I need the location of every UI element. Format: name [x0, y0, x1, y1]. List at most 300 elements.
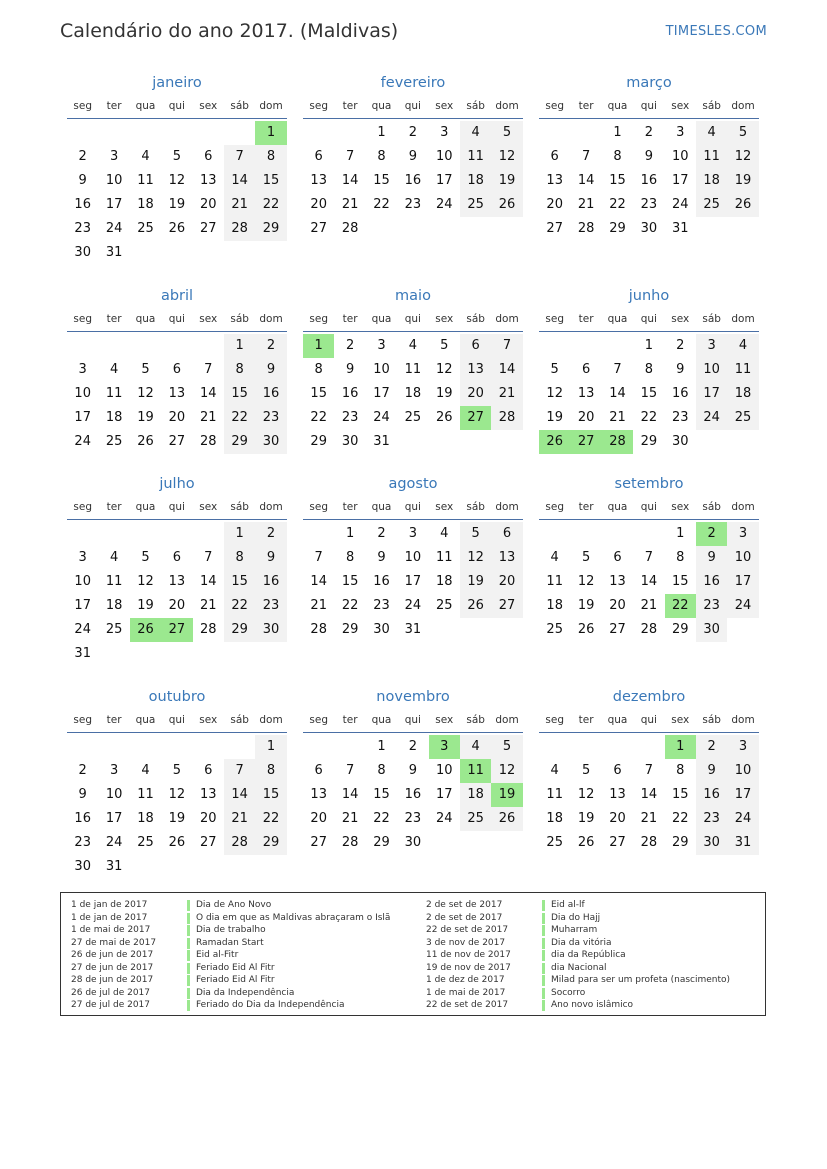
day-cell: 9: [676, 362, 685, 377]
day-cell: 4: [141, 149, 150, 164]
week-row: [539, 334, 759, 358]
legend-date: 1 de mai de 2017: [71, 925, 151, 935]
day-cell: 21: [577, 197, 595, 212]
legend-name: Feriado do Dia da Independência: [196, 1000, 345, 1010]
day-cell: 2: [78, 763, 87, 778]
legend-item: [71, 974, 390, 987]
day-cell: 27: [310, 835, 327, 850]
empty-cell: [67, 334, 98, 358]
month-name: setembro: [614, 476, 684, 492]
day-cell: 13: [609, 787, 626, 802]
day-cell: 24: [74, 434, 91, 449]
legend-name: dia da República: [551, 950, 626, 960]
month-name: novembro: [376, 689, 450, 705]
weekday-label: ter: [106, 100, 122, 112]
empty-cell: [727, 430, 758, 454]
weekday-label: sáb: [466, 100, 485, 112]
empty-cell: [255, 642, 286, 666]
week-row: [539, 807, 759, 831]
day-cell: 8: [314, 362, 323, 377]
empty-cell: [130, 735, 161, 759]
day-cell: 29: [609, 221, 626, 236]
day-cell: 24: [696, 406, 727, 430]
empty-cell: [161, 735, 192, 759]
day-cell: 13: [199, 787, 217, 802]
holiday-day-cell: 26: [130, 618, 161, 642]
day-cell: 17: [74, 410, 91, 425]
day-cell: 18: [137, 811, 154, 826]
week-row: [67, 241, 287, 265]
day-cell: 21: [640, 598, 658, 613]
day-cell: 29: [255, 831, 286, 855]
day-cell: 21: [341, 811, 359, 826]
weekday-label: seg: [545, 313, 564, 325]
weekday-label: sex: [199, 313, 218, 325]
legend-name: Ano novo islâmico: [551, 1000, 634, 1010]
day-cell: 21: [491, 382, 522, 406]
day-cell: 22: [224, 594, 255, 618]
month-janeiro: [67, 72, 287, 265]
holiday-day-cell: 28: [602, 430, 633, 454]
week-row: [67, 642, 287, 666]
weekday-label: qui: [404, 501, 421, 513]
day-cell: 26: [168, 221, 186, 236]
day-cell: 22: [255, 193, 286, 217]
holiday-day-cell: 11: [460, 759, 491, 783]
week-row: [303, 783, 523, 807]
week-row: [67, 618, 287, 642]
day-cell: 20: [310, 811, 327, 826]
day-cell: 8: [255, 759, 286, 783]
holiday-day-cell: 27: [161, 618, 192, 642]
day-cell: 25: [460, 807, 491, 831]
empty-cell: [334, 121, 365, 145]
empty-cell: [161, 642, 192, 666]
legend-item: [71, 912, 390, 925]
day-cell: 5: [581, 550, 591, 565]
day-cell: 18: [460, 169, 491, 193]
day-cell: 7: [613, 362, 622, 377]
day-cell: 10: [404, 550, 422, 565]
day-cell: 30: [74, 245, 91, 260]
day-cell: 18: [435, 574, 453, 589]
day-cell: 23: [640, 197, 658, 212]
weekday-label: sáb: [230, 100, 249, 112]
empty-cell: [193, 855, 224, 879]
day-cell: 31: [105, 245, 123, 260]
day-cell: 12: [491, 145, 522, 169]
empty-cell: [161, 121, 192, 145]
legend-name: Eid al-Fitr: [196, 950, 239, 960]
empty-cell: [491, 217, 522, 241]
day-cell: 20: [491, 570, 522, 594]
day-cell: 22: [671, 811, 689, 826]
weekday-label: qua: [135, 501, 156, 513]
day-cell: 27: [168, 434, 186, 449]
day-cell: 22: [609, 197, 626, 212]
day-cell: 16: [341, 386, 359, 401]
week-row: [539, 121, 759, 145]
day-cell: 10: [373, 362, 390, 377]
day-cell: 12: [168, 787, 186, 802]
legend-item: [71, 949, 390, 962]
day-cell: 24: [435, 811, 453, 826]
day-cell: 4: [460, 735, 491, 759]
empty-cell: [491, 831, 522, 855]
empty-cell: [193, 241, 224, 265]
week-row: [67, 807, 287, 831]
day-cell: 28: [577, 221, 595, 236]
empty-cell: [602, 334, 633, 358]
day-cell: 4: [408, 338, 417, 353]
day-cell: 6: [172, 362, 181, 377]
legend-date: 1 de mai de 2017: [426, 987, 506, 998]
day-cell: 25: [435, 598, 453, 613]
day-cell: 25: [546, 835, 563, 850]
holiday-day-cell: 26: [539, 430, 570, 454]
weekday-label: sáb: [230, 313, 249, 325]
day-cell: 15: [341, 574, 359, 589]
week-row: [303, 334, 523, 358]
day-cell: 14: [491, 358, 522, 382]
legend-date: 27 de jun de 2017: [71, 962, 154, 973]
day-cell: 5: [172, 763, 181, 778]
weekday-label: sáb: [466, 501, 485, 513]
empty-cell: [193, 522, 224, 546]
day-cell: 16: [640, 173, 658, 188]
day-cell: 30: [255, 430, 286, 454]
day-cell: 4: [727, 334, 758, 358]
brand-link[interactable]: TIMESLES.COM: [665, 24, 767, 39]
day-cell: 28: [199, 622, 217, 637]
empty-cell: [429, 217, 460, 241]
day-cell: 25: [460, 193, 491, 217]
week-row: [303, 193, 523, 217]
day-cell: 30: [640, 221, 658, 236]
day-cell: 26: [435, 410, 453, 425]
weekday-header: [67, 307, 287, 332]
legend-name: Feriado Eid Al Fitr: [196, 962, 275, 973]
empty-cell: [570, 735, 601, 759]
day-cell: 2: [377, 526, 386, 541]
day-cell: 30: [373, 622, 390, 637]
week-row: [539, 145, 759, 169]
holiday-day-cell: 22: [665, 594, 696, 618]
weekday-header: [303, 708, 523, 733]
day-cell: 17: [74, 598, 91, 613]
empty-cell: [98, 334, 129, 358]
day-cell: 23: [74, 835, 91, 850]
holiday-marker-icon: [542, 963, 545, 974]
day-cell: 5: [172, 149, 181, 164]
day-cell: 25: [137, 835, 154, 850]
day-cell: 28: [640, 835, 658, 850]
day-cell: 5: [581, 763, 591, 778]
day-cell: 2: [408, 739, 417, 754]
day-cell: 10: [727, 759, 758, 783]
legend-column-left: [71, 899, 390, 1012]
empty-cell: [570, 522, 601, 546]
week-row: [67, 783, 287, 807]
day-cell: 7: [204, 550, 213, 565]
weekday-label: sex: [435, 714, 454, 726]
day-cell: 2: [255, 522, 286, 546]
month-name: julho: [159, 476, 195, 492]
empty-cell: [224, 735, 255, 759]
legend-item: [426, 962, 730, 975]
week-row: [303, 735, 523, 759]
empty-cell: [727, 217, 758, 241]
month-março: [539, 72, 759, 241]
day-cell: 13: [168, 574, 186, 589]
day-cell: 12: [460, 546, 491, 570]
legend-name: Dia da vitória: [551, 937, 612, 948]
day-cell: 11: [727, 358, 758, 382]
day-cell: 15: [224, 570, 255, 594]
legend-item: [71, 987, 390, 1000]
day-cell: 17: [105, 811, 123, 826]
empty-cell: [570, 121, 601, 145]
day-cell: 31: [373, 434, 390, 449]
empty-cell: [696, 217, 727, 241]
legend-date: 27 de mai de 2017: [71, 937, 157, 948]
empty-cell: [98, 121, 129, 145]
month-name: março: [626, 75, 672, 91]
day-cell: 8: [644, 362, 653, 377]
empty-cell: [539, 735, 570, 759]
day-cell: 19: [577, 598, 595, 613]
day-cell: 6: [314, 763, 323, 778]
legend-item: [71, 999, 390, 1012]
page-title: Calendário do ano 2017. (Maldivas): [60, 20, 399, 42]
week-row: [539, 193, 759, 217]
empty-cell: [98, 735, 129, 759]
day-cell: 19: [168, 197, 186, 212]
day-cell: 6: [172, 550, 181, 565]
day-cell: 16: [373, 574, 390, 589]
legend-item: [426, 924, 730, 937]
empty-cell: [130, 241, 161, 265]
day-cell: 13: [546, 173, 563, 188]
day-cell: 13: [577, 386, 595, 401]
day-cell: 11: [460, 145, 491, 169]
day-cell: 13: [168, 386, 186, 401]
weekday-label: sex: [671, 313, 690, 325]
weekday-label: ter: [106, 313, 122, 325]
weekday-label: seg: [309, 501, 328, 513]
weekday-label: seg: [73, 714, 92, 726]
weekday-label: qui: [168, 714, 185, 726]
legend-name: dia Nacional: [551, 962, 607, 973]
empty-cell: [633, 735, 664, 759]
weekday-label: dom: [495, 501, 519, 513]
day-cell: 11: [546, 787, 563, 802]
weekday-label: qui: [404, 714, 421, 726]
day-cell: 16: [255, 570, 286, 594]
day-cell: 1: [644, 338, 653, 353]
weekday-label: dom: [731, 100, 755, 112]
holiday-marker-icon: [542, 988, 545, 999]
empty-cell: [130, 642, 161, 666]
day-cell: 24: [373, 410, 390, 425]
day-cell: 22: [341, 598, 359, 613]
holiday-day-cell: 27: [570, 430, 601, 454]
weekday-label: sex: [671, 714, 690, 726]
day-cell: 21: [640, 811, 658, 826]
empty-cell: [130, 334, 161, 358]
holiday-day-cell: 1: [665, 735, 696, 759]
day-cell: 25: [105, 434, 123, 449]
week-row: [303, 618, 523, 642]
month-novembro: [303, 686, 523, 855]
empty-cell: [539, 334, 570, 358]
day-cell: 3: [109, 763, 119, 778]
day-cell: 20: [199, 197, 217, 212]
day-cell: 23: [341, 410, 359, 425]
legend-item: [71, 899, 390, 912]
weekday-label: seg: [309, 100, 328, 112]
empty-cell: [193, 642, 224, 666]
day-cell: 12: [137, 386, 154, 401]
day-cell: 12: [577, 787, 595, 802]
day-cell: 9: [696, 759, 727, 783]
day-cell: 3: [78, 362, 87, 377]
legend-name: Eid al-lf: [551, 900, 585, 910]
weekday-label: sáb: [702, 100, 721, 112]
weekday-label: qua: [371, 100, 392, 112]
weekday-label: ter: [342, 100, 358, 112]
week-row: [303, 594, 523, 618]
day-cell: 21: [199, 410, 217, 425]
day-cell: 7: [224, 145, 255, 169]
weekday-label: qui: [640, 714, 657, 726]
day-cell: 21: [224, 193, 255, 217]
day-cell: 6: [613, 550, 622, 565]
day-cell: 3: [440, 125, 449, 140]
day-cell: 30: [74, 859, 91, 874]
day-cell: 7: [345, 149, 355, 164]
weekday-label: sex: [199, 100, 218, 112]
day-cell: 30: [696, 618, 727, 642]
empty-cell: [130, 855, 161, 879]
day-cell: 6: [613, 763, 622, 778]
holiday-marker-icon: [187, 950, 190, 961]
empty-cell: [696, 430, 727, 454]
weekday-label: dom: [731, 313, 755, 325]
month-name: fevereiro: [380, 75, 446, 91]
day-cell: 18: [546, 811, 563, 826]
day-cell: 25: [696, 193, 727, 217]
day-cell: 9: [345, 362, 355, 377]
empty-cell: [429, 430, 460, 454]
week-row: [539, 618, 759, 642]
day-cell: 4: [141, 763, 150, 778]
empty-cell: [303, 121, 334, 145]
day-cell: 17: [435, 787, 453, 802]
week-row: [539, 759, 759, 783]
day-cell: 29: [373, 835, 390, 850]
day-cell: 4: [550, 763, 559, 778]
legend-name: Dia do Hajj: [551, 912, 601, 923]
week-row: [303, 145, 523, 169]
holiday-legend: [60, 892, 766, 1016]
day-cell: 8: [224, 546, 255, 570]
day-cell: 27: [609, 835, 626, 850]
day-cell: 23: [671, 410, 689, 425]
day-cell: 5: [550, 362, 559, 377]
empty-cell: [633, 522, 664, 546]
day-cell: 11: [105, 386, 123, 401]
month-fevereiro: [303, 72, 523, 241]
day-cell: 11: [137, 173, 154, 188]
empty-cell: [602, 522, 633, 546]
month-name: abril: [160, 288, 194, 304]
day-cell: 20: [577, 410, 595, 425]
empty-cell: [130, 121, 161, 145]
day-cell: 8: [613, 149, 622, 164]
day-cell: 10: [671, 149, 689, 164]
day-cell: 2: [345, 338, 355, 353]
week-row: [539, 594, 759, 618]
weekday-label: qui: [640, 313, 657, 325]
day-cell: 4: [440, 526, 449, 541]
day-cell: 8: [224, 358, 255, 382]
weekday-header: [539, 708, 759, 733]
legend-date: 11 de nov de 2017: [426, 950, 511, 960]
day-cell: 31: [105, 859, 123, 874]
week-row: [67, 831, 287, 855]
week-row: [539, 831, 759, 855]
day-cell: 27: [609, 622, 626, 637]
weekday-label: dom: [495, 714, 519, 726]
day-cell: 5: [727, 121, 758, 145]
day-cell: 24: [74, 622, 91, 637]
day-cell: 26: [491, 193, 522, 217]
day-cell: 10: [696, 358, 727, 382]
legend-date: 27 de jul de 2017: [71, 1000, 151, 1010]
day-cell: 7: [581, 149, 591, 164]
day-cell: 10: [105, 787, 123, 802]
day-cell: 5: [440, 338, 449, 353]
day-cell: 11: [137, 787, 154, 802]
day-cell: 15: [373, 173, 390, 188]
day-cell: 14: [341, 787, 359, 802]
empty-cell: [224, 855, 255, 879]
day-cell: 17: [435, 173, 453, 188]
day-cell: 25: [404, 410, 422, 425]
empty-cell: [161, 522, 192, 546]
day-cell: 31: [727, 831, 758, 855]
day-cell: 19: [435, 386, 453, 401]
day-cell: 25: [727, 406, 758, 430]
empty-cell: [224, 241, 255, 265]
weekday-label: qui: [640, 100, 657, 112]
week-row: [67, 430, 287, 454]
month-name: agosto: [388, 476, 438, 492]
day-cell: 1: [255, 735, 286, 759]
day-cell: 11: [435, 550, 453, 565]
day-cell: 17: [671, 173, 689, 188]
day-cell: 6: [314, 149, 323, 164]
day-cell: 7: [204, 362, 213, 377]
month-name: outubro: [148, 689, 206, 705]
day-cell: 19: [491, 169, 522, 193]
day-cell: 26: [491, 807, 522, 831]
day-cell: 15: [373, 787, 390, 802]
empty-cell: [193, 735, 224, 759]
day-cell: 9: [377, 550, 386, 565]
day-cell: 12: [168, 173, 186, 188]
